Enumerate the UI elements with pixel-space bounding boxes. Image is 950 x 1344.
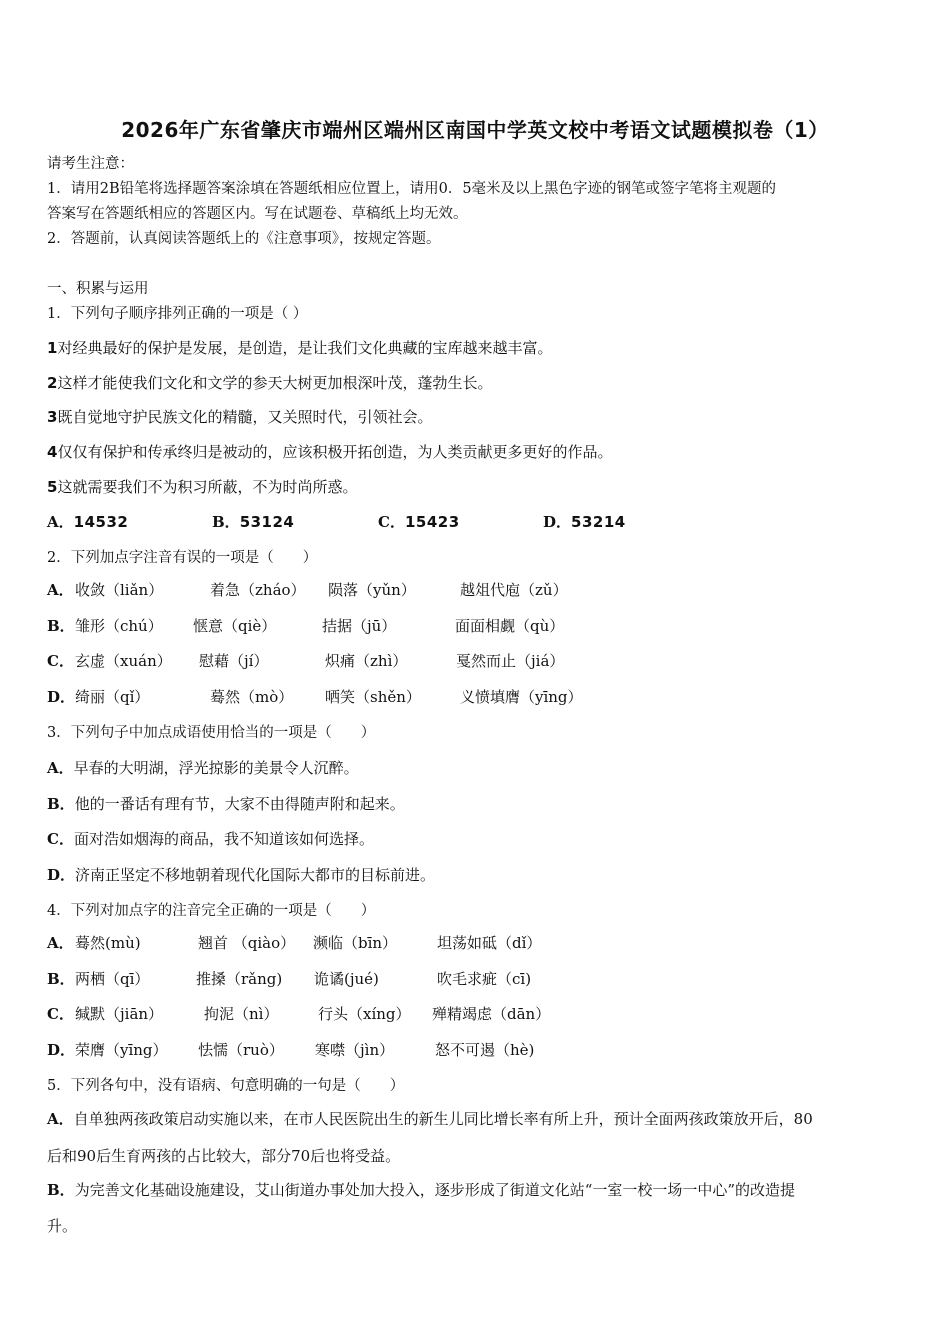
q2-option-a-label[interactable]: A． — [47, 581, 74, 599]
option-value: 14532 — [73, 513, 129, 531]
sentence-number: 2 — [47, 374, 58, 392]
question-5-stem: 5．下列各句中，没有语病、句意明确的一句是（ ） — [47, 1078, 405, 1094]
notice-item-1-line-2: 答案写在答题纸相应的答题区内。写在试题卷、草稿纸上均无效。 — [47, 206, 468, 222]
q2-option-d-item-2: 蓦然（mò） — [210, 688, 294, 706]
q2-option-c-item-4: 戛然而止（jiá） — [456, 652, 565, 670]
option-value: 15423 — [404, 513, 460, 531]
q5-option-a-line-1[interactable] — [47, 1108, 813, 1129]
option-value: 53124 — [239, 513, 295, 531]
q1-option-a[interactable] — [47, 511, 128, 532]
q2-option-c-item-1: 玄虚（xuán） — [75, 652, 172, 670]
q4-option-c-item-4: 殚精竭虑（dān） — [432, 1005, 551, 1023]
q4-option-b-item-1: 两栖（qī） — [75, 970, 150, 988]
q1-option-c[interactable] — [378, 511, 460, 532]
sentence-number: 3 — [47, 408, 58, 426]
sentence-number: 5 — [47, 478, 58, 496]
q2-option-b-item-1: 雏形（chú） — [75, 617, 163, 635]
option-label: D． — [543, 513, 572, 531]
option-text: 为完善文化基础设施建设，艾山街道办事处加大投入，逐步形成了街道文化站“一室一校一场一中心”的改造提 — [74, 1181, 796, 1199]
option-text: 自单独两孩政策启动实施以来，在市人民医院出生的新生儿同比增长率有所上升，预计全面两孩政策放开后，80 — [73, 1110, 813, 1128]
sentence-text: 仅仅有保护和传承终归是被动的，应该积极开拓创造，为人类贡献更多更好的作品。 — [57, 443, 613, 461]
sentence-number: 1 — [47, 339, 58, 357]
q1-sentence-5 — [47, 476, 357, 497]
q3-option-d[interactable] — [47, 864, 435, 885]
q1-sentence-4 — [47, 441, 612, 462]
q3-option-b[interactable] — [47, 793, 405, 814]
sentence-text: 这样才能使我们文化和文学的参天大树更加根深叶茂，蓬勃生长。 — [57, 374, 493, 392]
q5-option-b-line-1[interactable] — [47, 1179, 795, 1200]
q4-option-a-item-2: 翘首 （qiào） — [198, 934, 296, 952]
q4-option-d-item-4: 怒不可遏（hè) — [435, 1041, 535, 1059]
q2-option-c-item-2: 慰藉（jí） — [199, 652, 269, 670]
option-label: A． — [47, 513, 74, 531]
q2-option-b-item-4: 面面相觑（qù） — [455, 617, 565, 635]
option-text: 面对浩如烟海的商品，我不知道该如何选择。 — [73, 830, 374, 848]
q4-option-b-label[interactable]: B． — [47, 970, 75, 988]
q2-option-a-item-1: 收敛（liǎn） — [75, 581, 164, 599]
sentence-text: 这就需要我们不为积习所蔽，不为时尚所惑。 — [57, 478, 358, 496]
option-text: 早春的大明湖，浮光掠影的美景令人沉醉。 — [73, 759, 359, 777]
option-label: D． — [47, 866, 76, 884]
q2-option-b-item-3: 拮据（jū） — [322, 617, 397, 635]
q4-option-a-item-1: 蓦然(mù) — [75, 934, 141, 952]
q1-option-d[interactable] — [543, 511, 626, 532]
q4-option-d-item-2: 怯懦（ruò） — [198, 1041, 284, 1059]
q4-option-d-item-1: 荣膺（yīng） — [75, 1041, 168, 1059]
q4-option-c-item-3: 行头（xíng） — [318, 1005, 411, 1023]
option-label: C． — [47, 830, 74, 848]
q2-option-d-label[interactable]: D． — [47, 688, 76, 706]
q1-sentence-3 — [47, 406, 432, 427]
q4-option-a-item-4: 坦荡如砥（dǐ） — [437, 934, 542, 952]
q4-option-a-item-3: 濒临（bīn） — [313, 934, 398, 952]
q2-option-a-item-3: 陨落（yǔn） — [328, 581, 416, 599]
q3-option-c[interactable] — [47, 828, 374, 849]
q1-sentence-1 — [47, 337, 552, 358]
q2-option-b-label[interactable]: B． — [47, 617, 75, 635]
page-title: 2026年广东省肇庆市端州区端州区南国中学英文校中考语文试题模拟卷（1） — [121, 118, 829, 142]
q3-option-a[interactable] — [47, 757, 359, 778]
q2-option-d-item-1: 绮丽（qǐ） — [75, 688, 150, 706]
q4-option-c-item-2: 拘泥（nì） — [204, 1005, 279, 1023]
option-label: A． — [47, 759, 74, 777]
q2-option-a-item-4: 越俎代庖（zǔ） — [460, 581, 568, 599]
q1-sentence-2 — [47, 372, 492, 393]
option-value: 53214 — [571, 513, 626, 531]
option-text: 济南正坚定不移地朝着现代化国际大都市的目标前进。 — [75, 866, 436, 884]
q4-option-b-item-2: 推搡（rǎng) — [196, 970, 283, 988]
option-label: A． — [47, 1110, 74, 1128]
question-3-stem: 3．下列句子中加点成语使用恰当的一项是（ ） — [47, 725, 376, 741]
sentence-text: 既自觉地守护民族文化的精髓，又关照时代，引领社会。 — [57, 408, 433, 426]
q4-option-b-item-3: 诡谲(jué) — [314, 970, 379, 988]
option-label: B． — [47, 1181, 75, 1199]
q4-option-a-label[interactable]: A． — [47, 934, 74, 952]
q1-option-b[interactable] — [212, 511, 294, 532]
option-label: B． — [212, 513, 240, 531]
q4-option-c-item-1: 缄默（jiān） — [75, 1005, 164, 1023]
question-1-stem: 1．下列句子顺序排列正确的一项是（ ） — [47, 306, 308, 322]
notice-item-1-line-1: 1．请用2B铅笔将选择题答案涂填在答题纸相应位置上，请用0．5毫米及以上黑色字迹的钢笔或签字笔将主观题的 — [47, 181, 777, 197]
sentence-number: 4 — [47, 443, 58, 461]
q4-option-b-item-4: 吹毛求疵（cī) — [437, 970, 532, 988]
question-4-stem: 4．下列对加点字的注音完全正确的一项是（ ） — [47, 903, 376, 919]
notice-heading: 请考生注意： — [47, 156, 134, 172]
option-label: B． — [47, 795, 75, 813]
notice-item-2: 2．答题前，认真阅读答题纸上的《注意事项》，按规定答题。 — [47, 231, 441, 247]
q2-option-c-item-3: 炽痛（zhì） — [325, 652, 408, 670]
q2-option-c-label[interactable]: C． — [47, 652, 74, 670]
question-2-stem: 2．下列加点字注音有误的一项是（ ） — [47, 550, 318, 566]
section-heading: 一、积累与运用 — [47, 281, 149, 297]
q5-option-b-line-2: 升。 — [47, 1217, 78, 1235]
q2-option-d-item-3: 哂笑（shěn） — [325, 688, 421, 706]
q4-option-d-label[interactable]: D． — [47, 1041, 76, 1059]
q5-option-a-line-2: 后和90后生育两孩的占比较大，部分70后也将受益。 — [47, 1147, 401, 1165]
sentence-text: 对经典最好的保护是发展，是创造，是让我们文化典藏的宝库越来越丰富。 — [57, 339, 553, 357]
q2-option-b-item-2: 惬意（qiè） — [193, 617, 277, 635]
q4-option-d-item-3: 寒噤（jìn） — [315, 1041, 395, 1059]
option-text: 他的一番话有理有节，大家不由得随声附和起来。 — [74, 795, 405, 813]
q2-option-a-item-2: 着急（zháo） — [210, 581, 306, 599]
option-label: C． — [378, 513, 405, 531]
q4-option-c-label[interactable]: C． — [47, 1005, 74, 1023]
q2-option-d-item-4: 义愤填膺（yīng） — [460, 688, 583, 706]
